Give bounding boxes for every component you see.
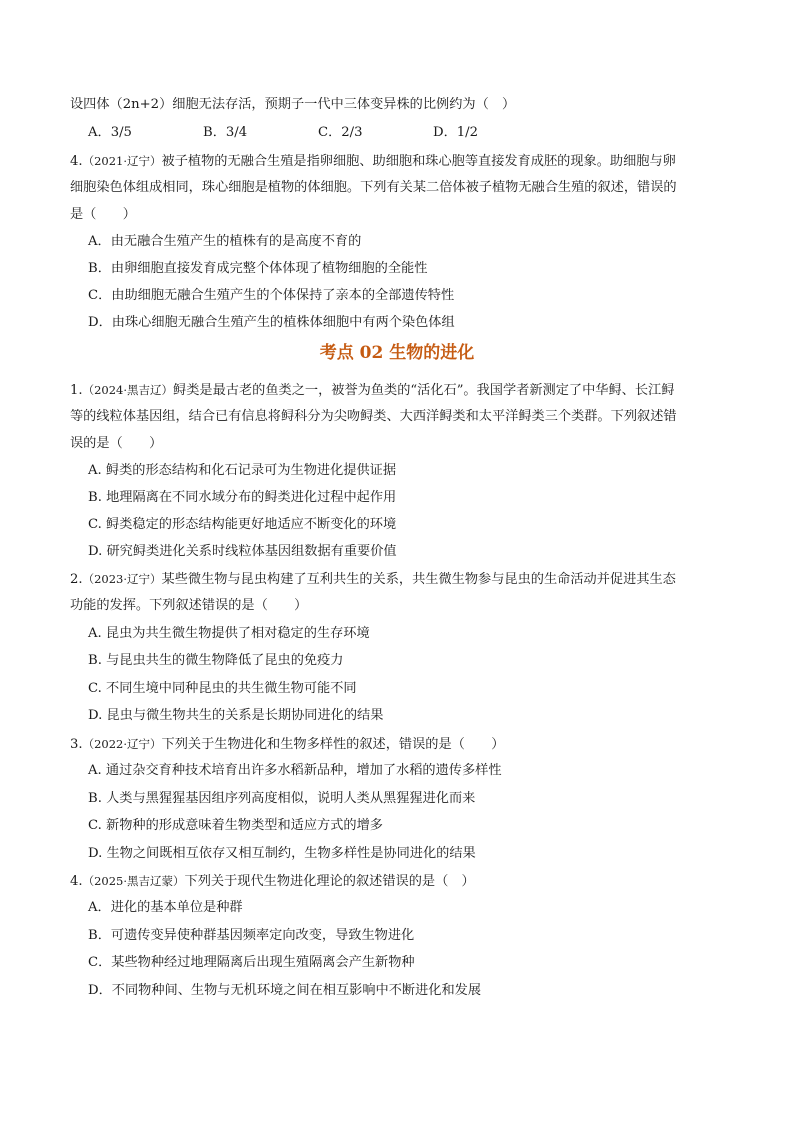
s2-q3-option-c: C. 新物种的形成意味着生物类型和适应方式的增多 xyxy=(88,818,383,833)
q3-options xyxy=(88,124,548,142)
s2-q4-option-c: C．某些物种经过地理隔离后出现生殖隔离会产生新物种 xyxy=(88,955,415,970)
s1-q4-option-d: D．由珠心细胞无融合生殖产生的植株体细胞中有两个染色体组 xyxy=(88,315,455,330)
s2-q3-line-1: 3.（2022·辽宁）下列关于生物进化和生物多样性的叙述，错误的是（ ） xyxy=(70,737,505,752)
s2-q4-option-b: B．可遗传变异使种群基因频率定向改变，导致生物进化 xyxy=(88,928,415,943)
section-heading: 考点 02 生物的进化 xyxy=(319,343,475,363)
s2-q2-option-d: D. 昆虫与微生物共生的关系是长期协同进化的结果 xyxy=(88,708,384,723)
s1-q4-option-b: B．由卵细胞直接发育成完整个体体现了植物细胞的全能性 xyxy=(88,261,428,276)
s1-q4-line-2: 细胞染色体组成相同，珠心细胞是植物的体细胞。下列有关某二倍体被子植物无融合生殖的叙述，错误的 xyxy=(70,180,677,195)
s2-q1-option-a: A. 鲟类的形态结构和化石记录可为生物进化提供证据 xyxy=(88,463,397,478)
q3-option-b: B．3/4 xyxy=(203,125,248,140)
s2-q2-number: 2. xyxy=(70,572,83,587)
s2-q4-source: （2025·黑吉辽蒙） xyxy=(82,874,185,888)
s2-q1-line-1: 1.（2024·黑吉辽）鲟类是最古老的鱼类之一，被誉为鱼类的“活化石”。我国学者新测定了中华鲟、长江鲟 xyxy=(70,383,675,398)
s2-q2-source: （2023·辽宁） xyxy=(82,572,162,586)
s1-q4-source: （2021·辽宁） xyxy=(82,154,162,168)
s2-q1-number: 1. xyxy=(70,383,83,398)
s2-q4-line-1: 4.（2025·黑吉辽蒙）下列关于现代生物进化理论的叙述错误的是（ ） xyxy=(70,874,475,889)
s2-q4-option-d: D．不同物种间、生物与无机环境之间在相互影响中不断进化和发展 xyxy=(88,983,482,998)
q3-option-d: D．1/2 xyxy=(433,125,478,140)
s2-q3-option-b: B. 人类与黑猩猩基因组序列高度相似，说明人类从黑猩猩进化而来 xyxy=(88,791,476,806)
s1-q4-option-a: A．由无融合生殖产生的植株有的是高度不育的 xyxy=(88,234,362,249)
s2-q1-line-2: 等的线粒体基因组，结合已有信息将鲟科分为尖吻鲟类、大西洋鲟类和太平洋鲟类三个类群。下列叙述错 xyxy=(70,409,677,424)
s1-q4-line-1: 4.（2021·辽宁）被子植物的无融合生殖是指卵细胞、助细胞和珠心胞等直接发育成胚的现象。助细胞与卵 xyxy=(70,154,676,169)
q3-option-c: C．2/3 xyxy=(318,125,363,140)
s2-q3-option-a: A. 通过杂交育种技术培育出许多水稻新品种，增加了水稻的遗传多样性 xyxy=(88,763,502,778)
s2-q4-option-a: A．进化的基本单位是种群 xyxy=(88,900,243,915)
s2-q3-number: 3. xyxy=(70,737,83,752)
s1-q4-line-3: 是（ ） xyxy=(70,207,136,222)
s2-q1-option-b: B. 地理隔离在不同水域分布的鲟类进化过程中起作用 xyxy=(88,490,397,505)
s2-q1-source: （2024·黑吉辽） xyxy=(82,383,174,397)
s2-q2-line-2: 功能的发挥。下列叙述错误的是（ ） xyxy=(70,598,308,613)
s2-q1-line-3: 误的是（ ） xyxy=(70,436,163,451)
s2-q1-option-d: D. 研究鲟类进化关系时线粒体基因组数据有重要价值 xyxy=(88,544,397,559)
s2-q2-line-1: 2.（2023·辽宁）某些微生物与昆虫构建了互利共生的关系，共生微生物参与昆虫的生命活动并促进其生态 xyxy=(70,572,676,587)
s2-q2-option-b: B. 与昆虫共生的微生物降低了昆虫的免疫力 xyxy=(88,653,344,668)
s2-q4-number: 4. xyxy=(70,874,83,889)
q3-stem-tail: 设四体（2n+2）细胞无法存活，预期子一代中三体变异株的比例约为（ ） xyxy=(70,97,516,112)
s2-q3-source: （2022·辽宁） xyxy=(82,737,162,751)
q3-option-a: A．3/5 xyxy=(88,125,132,140)
s2-q1-option-c: C. 鲟类稳定的形态结构能更好地适应不断变化的环境 xyxy=(88,517,397,532)
s2-q2-option-a: A. 昆虫为共生微生物提供了相对稳定的生存环境 xyxy=(88,626,370,641)
s2-q2-option-c: C. 不同生境中同种昆虫的共生微生物可能不同 xyxy=(88,681,357,696)
s2-q3-option-d: D. 生物之间既相互依存又相互制约，生物多样性是协同进化的结果 xyxy=(88,846,476,861)
s1-q4-option-c: C．由助细胞无融合生殖产生的个体保持了亲本的全部遗传特性 xyxy=(88,288,455,303)
s1-q4-number: 4. xyxy=(70,154,83,169)
